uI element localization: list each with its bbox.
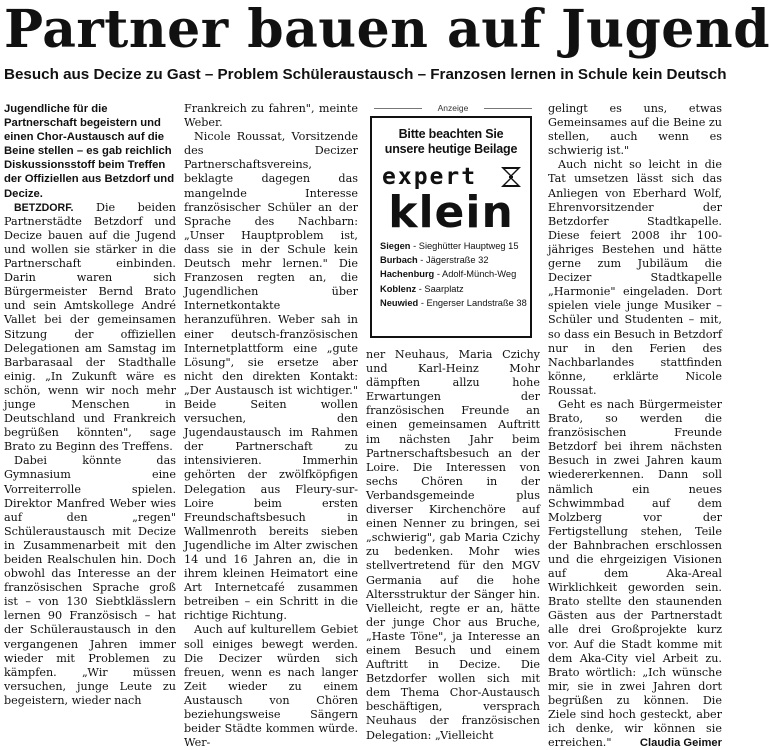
branch-item: Siegen - Sieghütter Hauptweg 15 <box>380 241 519 251</box>
body-paragraph: Geht es nach Bürgermeister Brato, so werden die französischen Freunde Betzdorf bei ihrem nächsten Besuch in zwei Jahren kaum wiedererkennen. Dann soll nämlich ein neues Schwimmbad auf dem Molzberg vor der Fertigstellung stehen, Teile der Bahnbrachen erschlossen und die ehrgeizigen Visionen auf dem Aka-Areal Wirklichkeit geworden sein. Brato stellte den staunenden Gästen aus der Partnerstadt alle drei Großprojekte kurz vor. Auf die Stadt komme mit dem Aka-City viel Arbeit zu. Brato wörtlich: „Ich wünsche mir, sie in zwei Jahren dort begrüßen zu können. Die Ziele sind hoch gesteckt, aber ich denke, wir können sie erreichen." Claudia Geimer <box>548 397 722 750</box>
brand-row <box>372 163 530 193</box>
body-paragraph: gelingt es uns, etwas Gemeinsames auf die Beine zu stellen, auch wenn es schwierig ist." <box>548 102 722 158</box>
ad-label: Anzeige <box>366 102 540 114</box>
branch-item: Hachenburg - Adolf-Münch-Weg <box>380 269 517 280</box>
article-column-3 <box>366 348 540 742</box>
advertisement[interactable] <box>366 102 540 342</box>
brand-klein-logo-text: klein <box>388 187 514 238</box>
headline: Partner bauen auf Jugend <box>4 0 770 60</box>
body-paragraph: Nicole Roussat, Vorsitzende des Decizer Partnerschaftsvereins, beklagte dagegen das mangelnde Interesse französischer Schüler an der Sprache des Nachbarn: „Unser Hauptproblem ist, dass sie in der Schule kein Deutsch mehr lernen." Die Franzosen regten an, die Jugendlichen über Internetkontakte heranzuführen. Weber sah in einer deutsch-französischen Internetplattform eine „gute Lösung", sie ersetze aber nicht den direkten Kontakt: „Der Austausch ist wichtiger." Beide Seiten wollen versuchen, den Jugendaustausch im Rahmen der Partnerschaft zu intensivieren. Immerhin gehörten der zwölfköpfigen Delegation aus Fleury-sur-Loire beim ersten Freundschaftsbesuch in Wallmenroth bereits sieben Jugendliche im Alter zwischen 14 und 16 Jahren an, die in ihrem kleinen Heimatort eine Art Internetcafé zusammen betreiben – ein Schritt in die richtige Richtung. <box>184 130 358 623</box>
body-paragraph: Auch auf kulturellem Gebiet soll einiges bewegt werden. Die Decizer würden sich freuen, wenn es nach langer Zeit wieder zu einem Austausch von Chören beziehungsweise Sängern beider Städte kommen würde. Wer- <box>184 623 358 750</box>
branch-item: Koblenz - Saarplatz <box>380 283 464 294</box>
ad-box[interactable] <box>370 116 532 338</box>
branch-item: Neuwied - Engerser Landstraße 38 <box>380 297 527 308</box>
body-paragraph: BETZDORF. Die beiden Partnerstädte Betzdorf und Decize bauen auf die Jugend und wollen sie stärker in die Partnerschaft einbinden. Darin waren sich Bürgermeister Bernd Brato und sein Amtskollege André Vallet bei der gemeinsamen Sitzung der offiziellen Delegationen am Samstag im Barbarasaal der Stadthalle einig. „In Zukunft wäre es schön, wenn wir noch mehr junge Menschen in Deutschland und Frankreich begrüßen könnten", sage Brato zu Beginn des Treffens. <box>4 200 176 454</box>
lead-paragraph: Jugendliche für die Partnerschaft begeistern und einen Chor-Austausch auf die Beine stellen – es gab reichlich Diskussionsstoff beim Treffen der Offiziellen aus Betzdorf und Decize. <box>4 103 175 200</box>
body-paragraph: Auch nicht so leicht in die Tat umsetzen lässt sich das Anliegen von Eberhard Wolf, Ehrenvorsitzender der Betzdorfer Stadtkapelle. Diese feiert 2008 ihr 100-jähriges Bestehen und hätte gerne zum Jubiläum die Decizer Stadtkapelle „Harmonie" eingeladen. Dort spielen viele junge Musiker – Schüler und Studenten – mit, so dass ein Besuch in Betzdorf nur in den Ferien des Nachbarlandes stattfinden könne, erklärte Nicole Roussat. <box>548 158 722 397</box>
body-paragraph: Frankreich zu fahren", meinte Weber. <box>184 102 358 130</box>
article-column-4 <box>548 102 722 750</box>
branch-item: Burbach - Jägerstraße 32 <box>380 255 489 266</box>
dateline: BETZDORF. <box>14 201 74 214</box>
author-byline: Claudia Geimer <box>639 737 722 750</box>
body-paragraph: Dabei könnte das Gymnasium eine Vorreiterrolle spielen. Direktor Manfred Weber wies auf den „regen" Schüleraustausch mit Decize in Zusammenarbeit mit den beiden Realschulen hin. Doch obwohl das Interesse an der französischen Sprache groß ist – von 130 Siebtklässlern lernen 90 Französisch – hat der Schüleraustausch in den vergangenen Jahren immer wieder mit Problemen zu kämpfen. „Wir müssen versuchen, junge Leute zu begeistern, wieder nach <box>4 454 176 707</box>
expert-logo-icon <box>500 166 522 188</box>
subheadline: Besuch aus Decize zu Gast – Problem Schüleraustausch – Franzosen lernen in Schule kein Deutsch <box>4 66 727 83</box>
article-column-1 <box>4 102 176 708</box>
brand-expert-logo-text: expert <box>382 164 478 190</box>
article-column-2 <box>184 102 358 750</box>
branch-list <box>380 239 530 310</box>
ad-headline: Bitte beachten Sie unsere heutige Beilage <box>384 127 518 156</box>
body-paragraph: ner Neuhaus, Maria Czichy und Karl-Heinz Mohr dämpften allzu hohe Erwartungen der französischen Freunde an einen gemeinsamen Auftritt im nächsten Jahr beim Partnerschaftsbesuch an der Loire. Die Interessen von sechs Chören in der Verbandsgemeinde plus diverser Kirchenchöre auf einen Nenner zu bringen, sei „schwierig", gab Maria Czichy zu bedenken. Mohr wies stellvertretend für den MGV Germania auf die hohe Altersstruktur der Sänger hin. Vielleicht, regte er an, hätte der junge Chor aus Bruche, „Haste Töne", ja Interesse an einem Besuch und einem Auftritt in Decize. Die Betzdorfer wollen sich mit dem Thema Chor-Austausch beschäftigen, versprach Neuhaus der französischen Delegation: „Vielleicht <box>366 348 540 742</box>
